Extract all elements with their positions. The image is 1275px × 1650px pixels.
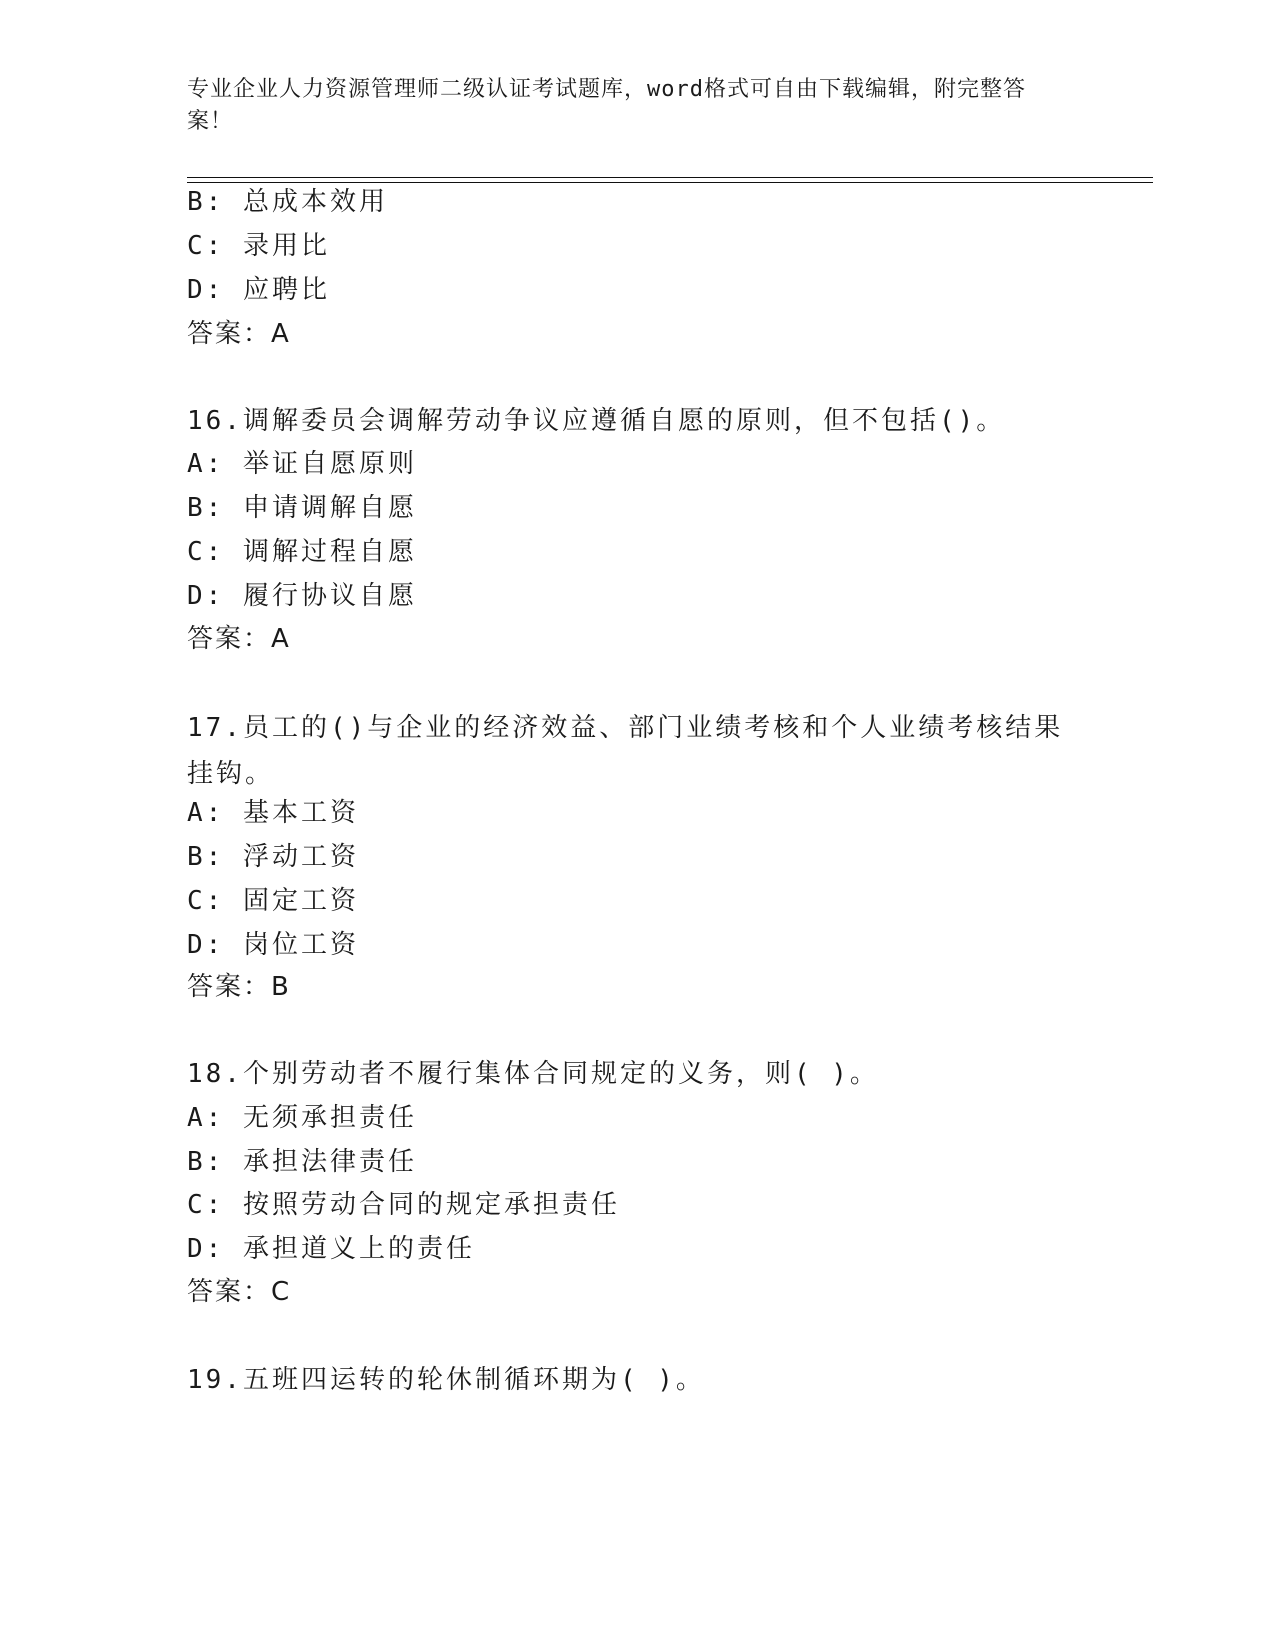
option-a: A: 基本工资 [187,798,359,828]
option-a: A: 无须承担责任 [187,1103,417,1133]
header-rule-top [187,177,1153,178]
question-stem: 17.员工的()与企业的经济效益、部门业绩考核和个人业绩考核结果挂钩。 [187,713,1064,789]
option-c: C: 调解过程自愿 [187,537,417,567]
answer: 答案：A [187,319,291,349]
option-c: C: 固定工资 [187,886,359,916]
option-a: A: 举证自愿原则 [187,449,417,479]
option-b: B: 承担法律责任 [187,1147,417,1177]
option-d: D: 应聘比 [187,275,330,305]
option-d: D: 承担道义上的责任 [187,1234,475,1264]
option-b: B: 浮动工资 [187,842,359,872]
answer: 答案：B [187,972,291,1002]
question-stem: 16.调解委员会调解劳动争议应遵循自愿的原则，但不包括()。 [187,406,1006,436]
header-rule-bottom [187,182,1153,183]
option-d: D: 履行协议自愿 [187,581,417,611]
question-stem: 19.五班四运转的轮休制循环期为( )。 [187,1365,705,1395]
answer: 答案：A [187,624,291,654]
answer: 答案：C [187,1277,292,1307]
question-stem: 18.个别劳动者不履行集体合同规定的义务，则( )。 [187,1059,879,1089]
option-b: B: 申请调解自愿 [187,493,417,523]
option-d: D: 岗位工资 [187,930,359,960]
option-c: C: 按照劳动合同的规定承担责任 [187,1190,620,1220]
option-b: B: 总成本效用 [187,187,388,217]
option-c: C: 录用比 [187,231,330,261]
page-header: 专业企业人力资源管理师二级认证考试题库，word格式可自由下载编辑，附完整答案！ [187,77,1026,134]
